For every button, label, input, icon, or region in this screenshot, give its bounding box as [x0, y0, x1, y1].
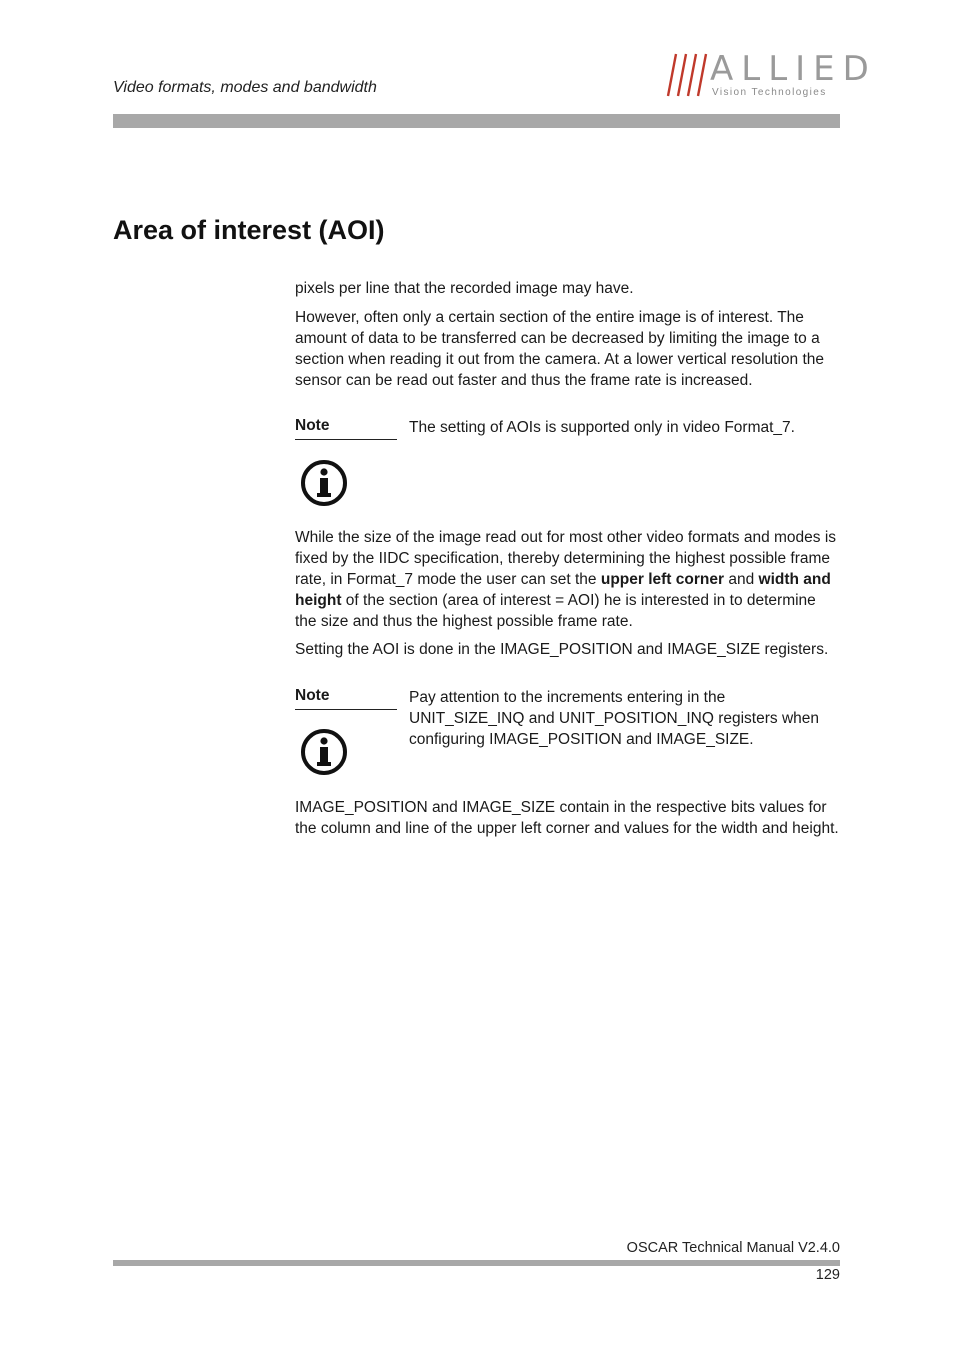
logo-slashes-icon	[664, 52, 714, 98]
info-icon	[300, 459, 348, 507]
info-icon	[300, 728, 348, 776]
paragraph-3-text-c: and	[724, 571, 759, 588]
logo-subtitle: Vision Technologies	[712, 87, 827, 98]
paragraph-2: However, often only a certain section of the entire image is of interest. The amount of data to be transferred can be decreased by limiting the image to a section when reading it out from the camera. At a lower vertical resolution the sensor can be read out faster and thus the frame rate is increased.	[295, 309, 824, 389]
paragraph-1: pixels per line that the recorded image may have.	[295, 280, 634, 297]
footer-title: OSCAR Technical Manual V2.4.0	[626, 1240, 840, 1256]
footer-rule	[113, 1260, 840, 1266]
note-text: Pay attention to the increments entering in the UNIT_SIZE_INQ and UNIT_POSITION_INQ registers when configuring IMAGE_POSITION and IMAGE_SIZE.	[409, 689, 820, 748]
paragraph-3	[295, 527, 840, 632]
note-label: Note	[295, 417, 397, 440]
running-head: Video formats, modes and bandwidth	[113, 79, 377, 96]
paragraph-4: Setting the AOI is done in the IMAGE_POSITION and IMAGE_SIZE registers.	[295, 641, 829, 658]
emphasis-upper-left-corner: upper left corner	[600, 571, 725, 588]
note-label: Note	[295, 687, 397, 710]
section-title: Area of interest (AOI)	[113, 215, 385, 245]
page-number: 129	[815, 1267, 840, 1283]
allied-logo	[664, 49, 877, 102]
emphasis-width-height: width and height	[295, 571, 831, 609]
header-rule	[113, 114, 840, 128]
note-text: The setting of AOIs is supported only in video Format_7.	[409, 419, 795, 436]
logo-word: ALLIED	[710, 49, 877, 89]
paragraph-3-text-a: While the size of the image read out for most other video formats and modes is fixed by the IIDC specification, thereby determining the highest possible frame rate, in Format_7 mode the user can set the	[295, 529, 837, 588]
paragraph-5: IMAGE_POSITION and IMAGE_SIZE contain in the respective bits values for the column and line of the upper left corner and values for the width and height.	[295, 799, 839, 837]
paragraph-3-text-d: of the section (area of interest = AOI) he is interested in to determine the size and thus the highest possible frame rate.	[295, 592, 816, 630]
